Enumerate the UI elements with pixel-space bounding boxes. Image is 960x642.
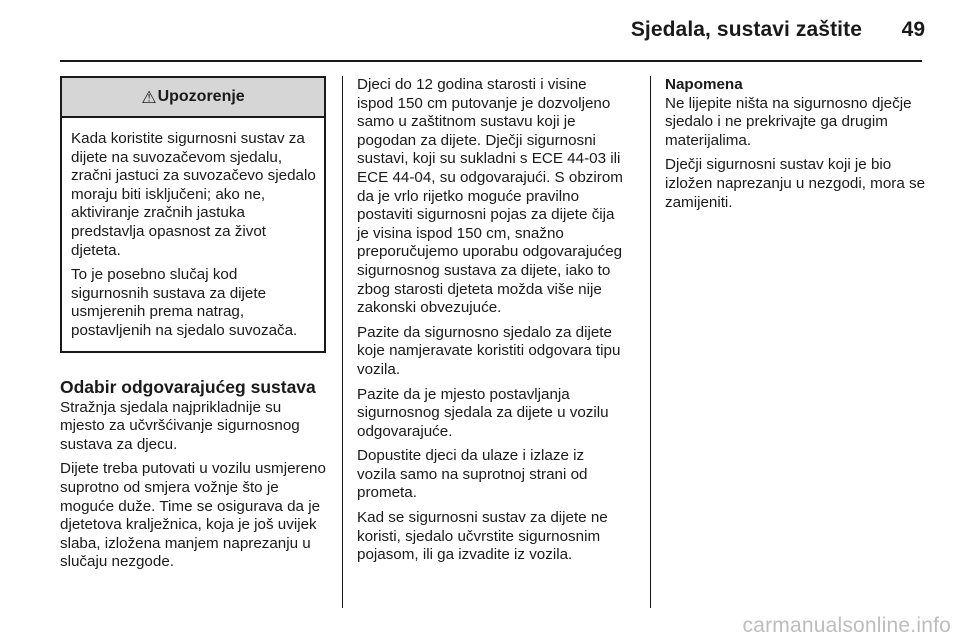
- column-middle: [357, 76, 627, 571]
- warning-paragraph: Kada koristite sigurnosni sustav za dijete na suvozačevom sjedalu, zračni jastuci za suvozačevo sjedalo moraju biti isključeni; ako ne, aktiviranje zračnih jastuka predstavlja opasnost za život djeteta.: [71, 130, 316, 259]
- body-paragraph: Stražnja sjedala najprikladnije su mjesto za učvršćivanje sigurnosnog sustava za djecu.: [60, 398, 300, 453]
- note-label: Napomena: [665, 76, 743, 93]
- body-paragraph: Pazite da je mjesto postavljanja sigurnosnog sjedala za dijete u vozilu odgovarajuće.: [357, 385, 609, 440]
- body-paragraph: Dijete treba putovati u vozilu usmjereno suprotno od smjera vožnje što je moguće duže. Time se osigurava da je djetetova kralježnica, koja je još uvijek slaba, izložena manjem naprezanju u slučaju nezgode.: [60, 460, 326, 571]
- header-divider: [60, 60, 922, 62]
- column-right: [665, 76, 927, 218]
- watermark-text: carmanualsonline.info: [742, 614, 951, 637]
- warning-body: [62, 118, 324, 351]
- body-paragraph: Kad se sigurnosni sustav za dijete ne koristi, sjedalo učvrstite sigurnosnim pojasom, ili ga izvadite iz vozila.: [357, 509, 608, 564]
- warning-box: [60, 76, 326, 353]
- column-left: [60, 76, 326, 578]
- page-title: Sjedala, sustavi zaštite: [630, 18, 862, 41]
- column-divider: [342, 76, 343, 608]
- body-paragraph: Dopustite djeci da ulaze i izlaze iz vozila samo na suprotnoj strani od prometa.: [357, 447, 588, 502]
- warning-header: [62, 78, 324, 118]
- section-heading: Odabir odgovarajućeg sustava: [60, 376, 316, 397]
- page-number: 49: [901, 18, 925, 41]
- warning-paragraph: To je posebno slučaj kod sigurnosnih sustava za dijete usmjerenih prema natrag, postavljenih na sjedalo suvozača.: [71, 266, 298, 339]
- body-paragraph: Pazite da sigurnosno sjedalo za dijete koje namjeravate koristiti odgovara tipu vozila.: [357, 323, 621, 378]
- warning-title: Upozorenje: [157, 87, 245, 105]
- column-divider: [650, 76, 651, 608]
- body-paragraph: Djeci do 12 godina starosti i visine ispod 150 cm putovanje je dozvoljeno samo u zaštitnom sustavu koji je pogodan za dijete. Dječji sigurnosni sustavi, koji su sukladni s ECE 44-03 ili ECE 44-04, su odgovarajući. S obzirom da je vrlo rijetko moguće pravilno postaviti sigurnosni pojas za dijete čija je visina ispod 150 cm, snažno preporučujemo uporabu odgovarajućeg sigurnosnog sustava za dijete, iako to zbog starosti djeteta možda više nije zakonski obvezujuće.: [357, 76, 623, 317]
- note-paragraph: Ne lijepite ništa na sigurnosno dječje sjedalo i ne prekrivajte ga drugim materijalima.: [665, 94, 912, 149]
- note-paragraph: Dječji sigurnosni sustav koji je bio izložen naprezanju u nezgodi, mora se zamijeniti.: [665, 156, 926, 211]
- warning-triangle-icon: ⚠: [141, 87, 157, 107]
